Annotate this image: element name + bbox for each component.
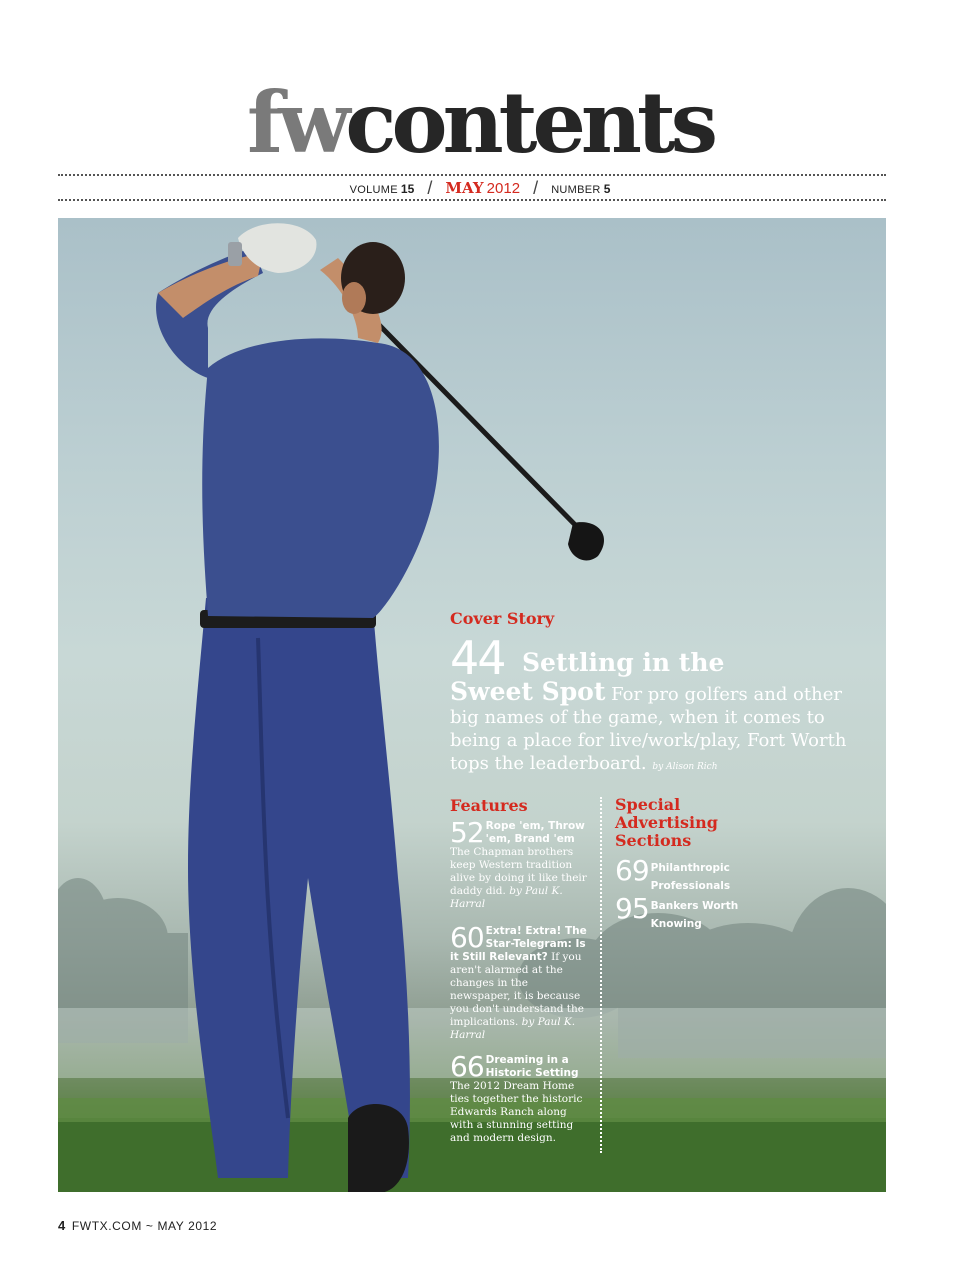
magazine-logo: [247, 73, 713, 172]
issue-line: [0, 177, 960, 197]
footer-page-number: 4: [58, 1218, 66, 1233]
number-label: NUMBER: [551, 184, 601, 196]
cover-story-page: 44: [450, 631, 505, 685]
footer-text: FWTX.COM ~ MAY 2012: [71, 1219, 218, 1233]
separator: /: [427, 178, 433, 198]
features-label: Features: [450, 796, 528, 815]
special-section-item: [615, 854, 775, 894]
volume-label: VOLUME: [349, 184, 398, 196]
feature-byline: by Paul K. Harral: [450, 1016, 576, 1041]
cover-story-label: Cover Story: [450, 609, 555, 628]
cover-story-body: [450, 677, 860, 779]
cover-story-description: For pro golfers and other big names of the game, when it comes to being a place for live/work/play, Fort Worth tops the leaderboard.: [450, 684, 847, 774]
feature-description: The Chapman brothers keep Western tradition alive by doing it like their daddy did.: [450, 846, 587, 897]
special-section-title: Bankers Worth Knowing: [650, 900, 739, 930]
special-sections-label: Special Advertising Sections: [615, 795, 718, 850]
feature-title: Dreaming in a Historic Setting: [485, 1054, 579, 1079]
cover-story-title-line2: Sweet Spot: [450, 677, 606, 706]
cover-photo-golfer: [58, 218, 886, 1192]
feature-page: 52: [450, 816, 484, 849]
feature-page: 66: [450, 1050, 484, 1083]
feature-description: If you aren't alarmed at the changes in the newspaper, it is because you don't understand the implications.: [450, 951, 584, 1028]
special-section-title: Philanthropic Professionals: [650, 862, 731, 892]
page-footer: [58, 1218, 217, 1233]
issue-month: MAY: [445, 179, 484, 197]
feature-page: 60: [450, 921, 484, 954]
feature-byline: by Paul K. Harral: [450, 885, 563, 910]
special-section-page: 69: [615, 854, 649, 887]
volume-number: 15: [400, 182, 415, 196]
logo-contents: contents: [345, 73, 714, 172]
masthead: [0, 73, 960, 172]
feature-title: Extra! Extra! The Star-Telegram: Is it Still Relevant?: [450, 925, 587, 963]
feature-item: [450, 816, 590, 911]
dotted-rule-top: [58, 174, 886, 176]
issue-year: 2012: [486, 180, 521, 197]
separator: /: [533, 178, 539, 198]
cover-story-title-line1: Settling in the: [522, 648, 725, 677]
cover-story-byline: by Alison Rich: [652, 762, 718, 772]
logo-fw: fw: [246, 73, 346, 172]
special-section-page: 95: [615, 892, 649, 925]
special-section-item: [615, 892, 775, 932]
feature-item: [450, 921, 590, 1042]
feature-item: [450, 1050, 590, 1145]
issue-number: 5: [603, 182, 611, 196]
dotted-rule-bottom: [58, 199, 886, 201]
feature-description: The 2012 Dream Home ties together the historic Edwards Ranch along with a stunning setting and modern design.: [450, 1080, 583, 1144]
column-divider: [600, 797, 602, 1153]
feature-title: Rope 'em, Throw 'em, Brand 'em: [485, 820, 585, 845]
